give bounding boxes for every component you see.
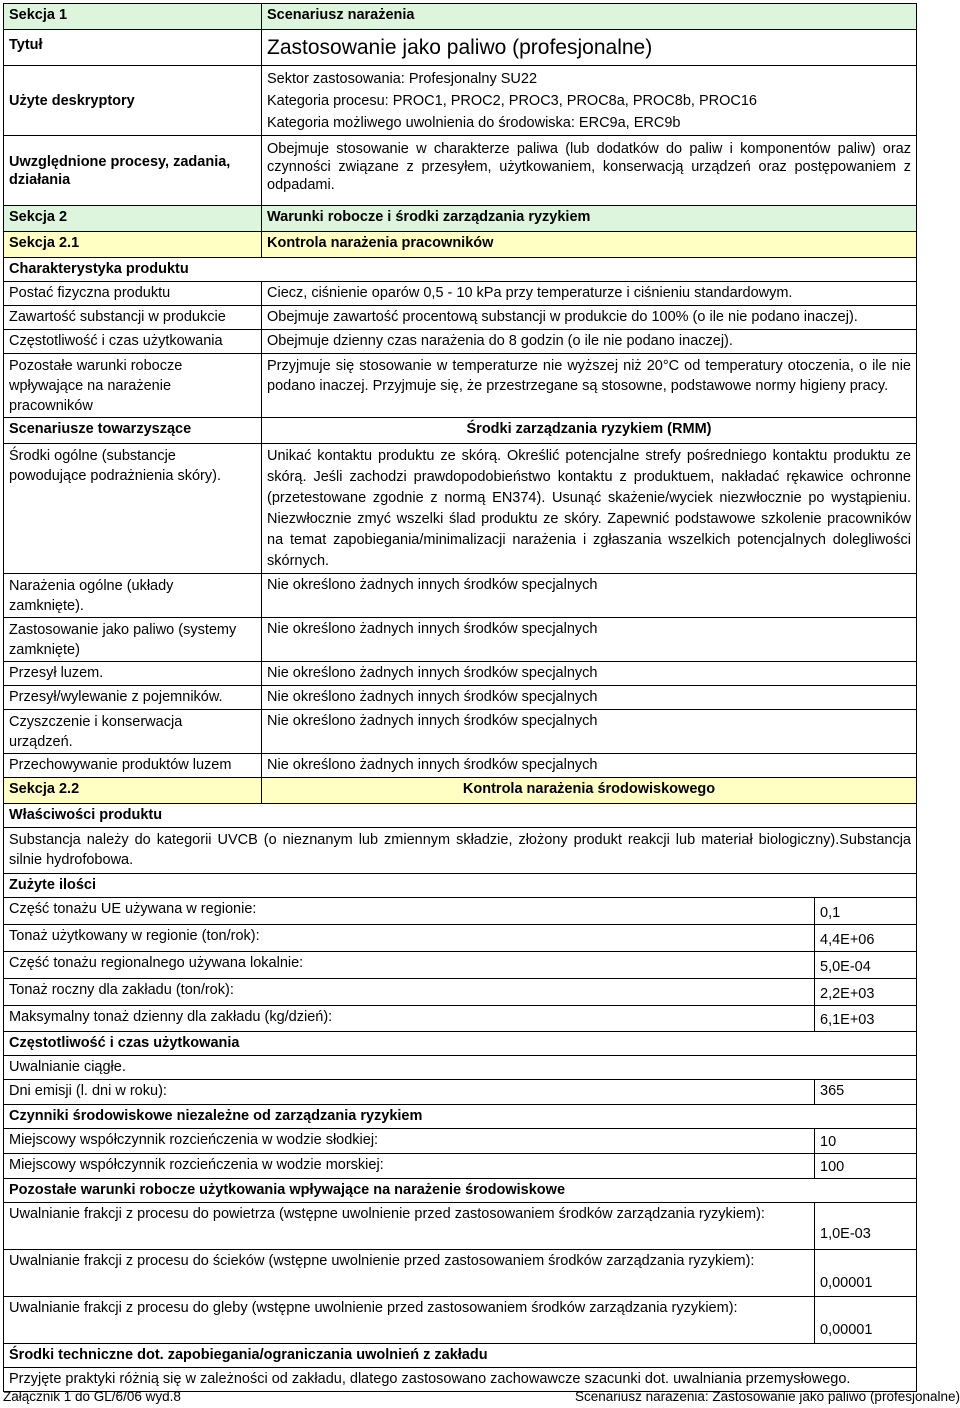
- row-label: Postać fizyczna produktu: [4, 282, 262, 306]
- row-label: Zawartość substancji w produkcie: [4, 306, 262, 330]
- czynnik-label: Miejscowy współczynnik rozcieńczenia w wodzie morskiej:: [9, 1157, 384, 1173]
- czynnik-row: [4, 1154, 917, 1179]
- dni-value: 365: [814, 1080, 916, 1104]
- sekcja21-heading: Kontrola narażenia pracowników: [262, 232, 917, 258]
- ilosc-row: [4, 925, 917, 952]
- deskryptor-sektor: Sektor zastosowania: Profesjonalny SU22: [267, 71, 538, 87]
- sekcja22-heading: Kontrola narażenia środowiskowego: [262, 778, 917, 804]
- sekcja2-heading: Warunki robocze i środki zarządzania ryzykiem: [262, 206, 917, 232]
- procesy-label: Uwzględnione procesy, zadania, działania: [4, 136, 262, 206]
- techniczne-heading: Środki techniczne dot. zapobiegania/ograniczania uwolnień z zakładu: [4, 1344, 917, 1368]
- ilosc-value: 5,0E-04: [814, 952, 916, 978]
- scen-value: Nie określono żadnych innych środków specjalnych: [262, 662, 917, 686]
- scen-label: Czyszczenie i konserwacja urządzeń.: [4, 710, 262, 754]
- frakcja-value: 0,00001: [814, 1297, 916, 1343]
- frakcja-row: [4, 1297, 917, 1344]
- row-value: Obejmuje zawartość procentową substancji w produkcie do 100% (o ile nie podano inaczej).: [262, 306, 917, 330]
- frakcja-value: 1,0E-03: [814, 1203, 916, 1249]
- scen-label: Przechowywanie produktów luzem: [4, 754, 262, 778]
- footer-annex: Załącznik 1 do GL/6/06 wyd.8: [3, 1389, 181, 1404]
- uwalnianie-text: Uwalnianie ciągłe.: [4, 1056, 917, 1080]
- scen-tow-heading: Scenariusze towarzyszące: [4, 418, 262, 444]
- techniczne-text: Przyjęte praktyki różnią się w zależności od zakładu, dlatego zastosowano zachowawcze szacunki dot. uwalniania przemysłowego.: [4, 1368, 917, 1392]
- dni-label: Dni emisji (l. dni w roku):: [9, 1083, 167, 1099]
- scen-label: Przesył luzem.: [4, 662, 262, 686]
- row-label: Częstotliwość i czas użytkowania: [4, 330, 262, 354]
- footer-scenario: Scenariusz narażenia: Zastosowanie jako paliwo (profesjonalne): [575, 1389, 960, 1404]
- ilosc-row: [4, 952, 917, 979]
- wlasciwosci-heading: Właściwości produktu: [4, 804, 917, 828]
- srodki-value: Unikać kontaktu produktu ze skórą. Określić potencjalne strefy pośredniego kontaktu produktu ze skórą. Jeśli zachodzi prawdopodobieństwo kontaktu z produktuem, nakładać rękawice ochronne (przetestowane zgodnie z normą EN374). Usunąć skażenie/wyciek niezwłocznie po wystąpieniu. Niezwłocznie zmyć wszelki ślad produktu ze skóry. Zapewnić podstawowe szkolenie pracowników na temat zapobiegania/minimalizacji narażenia i zgłaszania wszelkich potencjalnych dolegliwości skórnych.: [262, 444, 917, 574]
- ilosc-value: 2,2E+03: [814, 979, 916, 1005]
- frakcja-row: [4, 1250, 917, 1297]
- page-footer: [3, 1388, 960, 1406]
- deskryptor-erc: Kategoria możliwego uwolnienia do środowiska: ERC9a, ERC9b: [267, 115, 681, 131]
- ilosc-value: 6,1E+03: [814, 1006, 916, 1031]
- procesy-value: Obejmuje stosowanie w charakterze paliwa (lub dodatków do paliw i komponentów paliw) oraz czynności związane z przesyłem, użytkowaniem, konserwacją urządzeń oraz postępowaniem z odpadami.: [262, 136, 917, 206]
- row-label: Pozostałe warunki robocze wpływające na narażenie pracowników: [4, 354, 262, 418]
- ilosc-label: Tonaż roczny dla zakładu (ton/rok):: [9, 982, 234, 998]
- sekcja22-label: Sekcja 2.2: [4, 778, 262, 804]
- sekcja1-label: Sekcja 1: [4, 4, 262, 30]
- frakcja-label: Uwalnianie frakcji z procesu do ścieków (wstępne uwolnienie przed zastosowaniem środków zarządzania ryzykiem):: [9, 1253, 755, 1269]
- wlasciwosci-text: Substancja należy do kategorii UVCB (o nieznanym lub zmiennym składzie, złożony produkt reakcji lub materiał biologiczny).Substancja silnie hydrofobowa.: [4, 828, 917, 874]
- scenariusz-heading: Scenariusz narażenia: [262, 4, 917, 30]
- dni-row: [4, 1080, 917, 1105]
- deskryptory-label: Użyte deskryptory: [4, 66, 262, 136]
- row-value: Przyjmuje się stosowanie w temperaturze nie wyższej niż 20°C od temperatury otoczenia, o ile nie podano inaczej. Przyjmuje się, że przestrzegane są stosowne, podstawowe normy higieny pracy.: [262, 354, 917, 418]
- tytul-label: Tytuł: [4, 30, 262, 66]
- deskryptor-proc: Kategoria procesu: PROC1, PROC2, PROC3, PROC8a, PROC8b, PROC16: [267, 93, 757, 109]
- ilosc-label: Maksymalny tonaż dzienny dla zakładu (kg/dzień):: [9, 1009, 333, 1025]
- ilosc-label: Część tonażu regionalnego używana lokalnie:: [9, 955, 304, 971]
- ilosc-value: 4,4E+06: [814, 925, 916, 951]
- scen-label: Narażenia ogólne (układy zamknięte).: [4, 574, 262, 618]
- frakcja-label: Uwalnianie frakcji z procesu do powietrza (wstępne uwolnienie przed zastosowaniem środków zarządzania ryzykiem):: [9, 1206, 765, 1222]
- scen-value: Nie określono żadnych innych środków specjalnych: [262, 618, 917, 662]
- czestotliwosc-heading: Częstotliwość i czas użytkowania: [4, 1032, 917, 1056]
- sekcja2-label: Sekcja 2: [4, 206, 262, 232]
- srodki-label: Środki ogólne (substancje powodujące podrażnienia skóry).: [4, 444, 262, 574]
- page-title: Zastosowanie jako paliwo (profesjonalne): [262, 30, 917, 66]
- scen-label: Przesył/wylewanie z pojemników.: [4, 686, 262, 710]
- scen-value: Nie określono żadnych innych środków specjalnych: [262, 574, 917, 618]
- row-value: Ciecz, ciśnienie oparów 0,5 - 10 kPa przy temperaturze i ciśnieniu standardowym.: [262, 282, 917, 306]
- scen-value: Nie określono żadnych innych środków specjalnych: [262, 686, 917, 710]
- ilosc-row: [4, 1006, 917, 1032]
- czynniki-heading: Czynniki środowiskowe niezależne od zarządzania ryzykiem: [4, 1105, 917, 1129]
- exposure-scenario-table: [3, 3, 917, 1392]
- charakterystyka-heading: Charakterystyka produktu: [4, 258, 917, 282]
- ilosc-value: 0,1: [814, 898, 916, 924]
- row-value: Obejmuje dzienny czas narażenia do 8 godzin (o ile nie podano inaczej).: [262, 330, 917, 354]
- scen-value: Nie określono żadnych innych środków specjalnych: [262, 754, 917, 778]
- frakcja-value: 0,00001: [814, 1250, 916, 1296]
- ilosc-row: [4, 898, 917, 925]
- sekcja21-label: Sekcja 2.1: [4, 232, 262, 258]
- frakcja-label: Uwalnianie frakcji z procesu do gleby (wstępne uwolnienie przed zastosowaniem środków zarządzania ryzykiem):: [9, 1300, 738, 1316]
- czynnik-value: 100: [814, 1154, 916, 1178]
- ilosc-label: Część tonażu UE używana w regionie:: [9, 901, 257, 917]
- deskryptory-list: [262, 66, 917, 136]
- scen-label: Zastosowanie jako paliwo (systemy zamknięte): [4, 618, 262, 662]
- ilosc-row: [4, 979, 917, 1006]
- ilosc-label: Tonaż użytkowany w regionie (ton/rok):: [9, 928, 260, 944]
- pozostale-heading: Pozostałe warunki robocze użytkowania wpływające na narażenie środowiskowe: [4, 1179, 917, 1203]
- czynnik-row: [4, 1129, 917, 1154]
- frakcja-row: [4, 1203, 917, 1250]
- scen-value: Nie określono żadnych innych środków specjalnych: [262, 710, 917, 754]
- czynnik-label: Miejscowy współczynnik rozcieńczenia w wodzie słodkiej:: [9, 1132, 379, 1148]
- rmm-heading: Środki zarządzania ryzykiem (RMM): [262, 418, 917, 444]
- zuzyte-heading: Zużyte ilości: [4, 874, 917, 898]
- czynnik-value: 10: [814, 1129, 916, 1153]
